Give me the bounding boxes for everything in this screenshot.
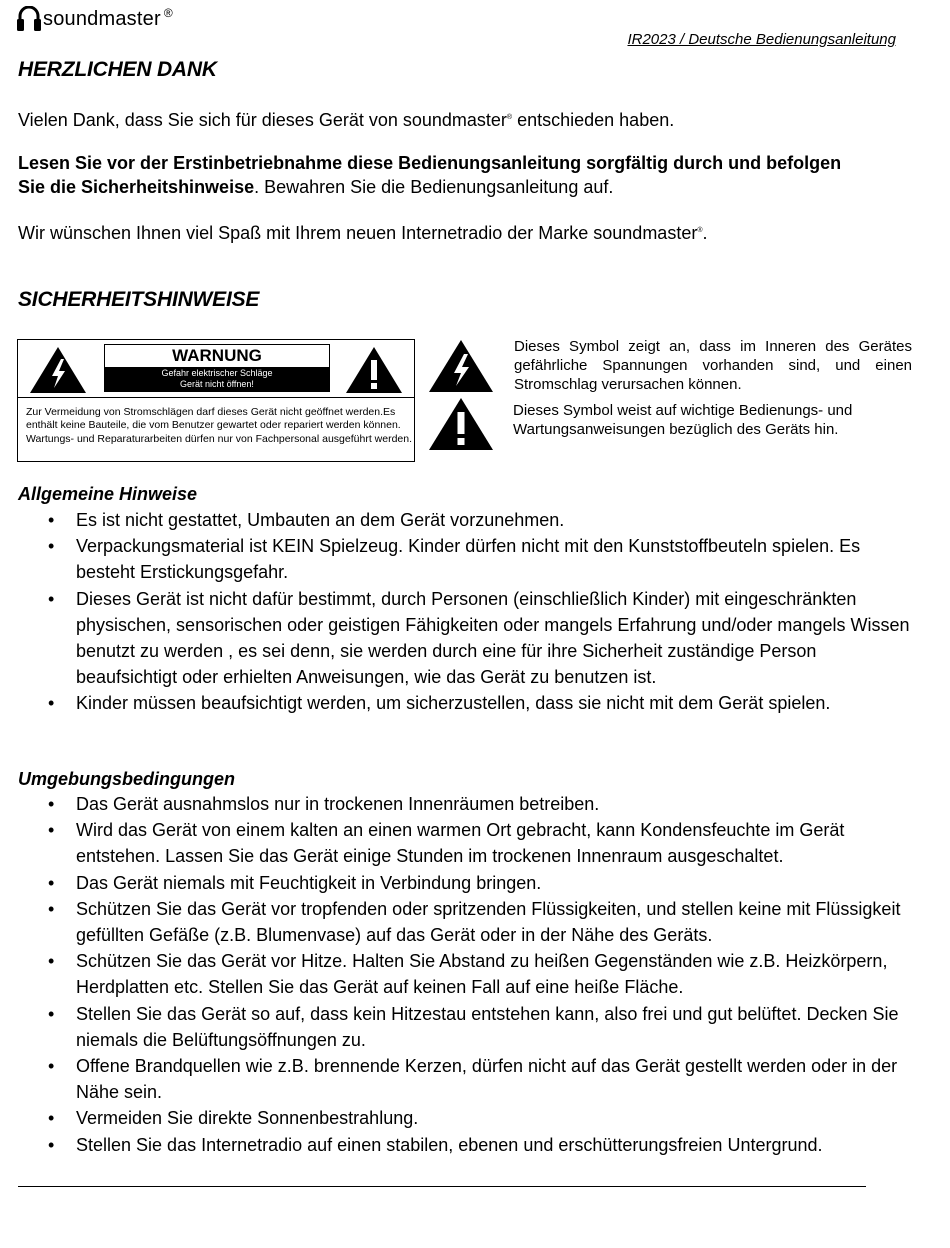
warning-subline-1: Gefahr elektrischer Schläge bbox=[161, 368, 273, 378]
brand-registered-mark: ® bbox=[163, 6, 173, 20]
general-notes-heading: Allgemeine Hinweise bbox=[18, 484, 198, 504]
list-item: • Wird das Gerät von einem kalten an einen warmen Ort gebracht, kann Kondensfeuchte im Gerät entstehen. Lassen Sie das Gerät einige Stunden im trockenen Innenraum ausgeschaltet. bbox=[48, 820, 845, 867]
lightning-symbol-icon bbox=[427, 338, 495, 394]
lightning-warning-icon bbox=[28, 345, 88, 395]
brand-logo bbox=[17, 6, 173, 32]
soundmaster-logo-icon bbox=[17, 6, 41, 32]
thanks-paragraph: Vielen Dank, dass Sie sich für dieses Gerät von soundmaster® entschieden haben. bbox=[18, 110, 675, 130]
list-item: • Das Gerät niemals mit Feuchtigkeit in Verbindung bringen. bbox=[48, 872, 542, 893]
list-item: • Stellen Sie das Internetradio auf einen stabilen, ebenen und erschütterungsfreien Untergrund. bbox=[48, 1134, 823, 1155]
exclamation-symbol-icon bbox=[427, 396, 495, 452]
brand-name: soundmaster bbox=[43, 8, 161, 30]
warning-text: Zur Vermeidung von Stromschlägen darf dieses Gerät nicht geöffnet werden.Es enthält keine Bauteile, die vom Benutzer gewartet oder repariert werden können. Wartungs- und Reparaturarbeiten dürfen nur von Fachpersonal ausgeführt werden. bbox=[26, 406, 413, 445]
list-item: • Das Gerät ausnahmslos nur in trockenen Innenräumen betreiben. bbox=[48, 794, 600, 814]
list-item: • Kinder müssen beaufsichtigt werden, um sicherzustellen, dass sie nicht mit dem Gerät spielen. bbox=[48, 693, 831, 714]
warning-label bbox=[17, 339, 415, 462]
list-item: • Schützen Sie das Gerät vor Hitze. Halten Sie Abstand zu heißen Gegenständen wie z.B. Heizkörpern, Herdplatten etc. Stellen Sie das Gerät auf keinen Fall auf eine heiße Fläche. bbox=[48, 951, 888, 998]
warning-title: WARNUNG bbox=[172, 346, 262, 365]
environment-list bbox=[18, 791, 918, 1158]
list-item: • Verpackungsmaterial ist KEIN Spielzeug. Kinder dürfen nicht mit den Kunststoffbeuteln spielen. Es besteht Erstickungsgefahr. bbox=[48, 536, 861, 583]
thanks-heading: HERZLICHEN DANK bbox=[18, 58, 217, 81]
list-item: • Dieses Gerät ist nicht dafür bestimmt, durch Personen (einschließlich Kinder) mit eingeschränkten physischen, sensorischen oder geistigen Fähigkeiten oder mangels Erfahrung und/oder mangels Wissen benutzt zu werden , es sei denn, sie werden durch eine für ihre Sicherheit zuständige Person beaufsichtigt oder erhielten Anweisungen, wie das Gerät zu benutzen ist. bbox=[48, 588, 910, 688]
footer-divider bbox=[18, 1186, 866, 1187]
warning-subline-2: Gerät nicht öffnen! bbox=[180, 379, 254, 389]
lightning-symbol-description: Dieses Symbol zeigt an, dass im Inneren des Gerätes gefährliche Spannungen vorhanden sind, und einen Stromschlag verursachen können. bbox=[514, 338, 912, 393]
exclamation-warning-icon bbox=[344, 345, 404, 395]
list-item: • Schützen Sie das Gerät vor tropfenden oder spritzenden Flüssigkeiten, und stellen keine mit Flüssigkeit gefüllten Gefäße (z.B. Blumenvase) auf das Gerät oder in der Nähe des Geräts. bbox=[48, 898, 901, 946]
enjoy-paragraph: Wir wünschen Ihnen viel Spaß mit Ihrem neuen Internetradio der Marke soundmaster®. bbox=[18, 223, 708, 243]
list-item: • Offene Brandquellen wie z.B. brennende Kerzen, dürfen nicht auf das Gerät gestellt werden oder in der Nähe sein. bbox=[48, 1056, 898, 1103]
list-item: • Stellen Sie das Gerät so auf, dass kein Hitzestau entstehen kann, also frei und gut belüftet. Decken Sie niemals die Belüftungsöffnungen zu. bbox=[48, 1003, 899, 1050]
general-notes-list bbox=[18, 507, 918, 717]
safety-heading: SICHERHEITSHINWEISE bbox=[18, 288, 260, 311]
read-manual-paragraph: Lesen Sie vor der Erstinbetriebnahme diese Bedienungsanleitung sorgfältig durch und befolgen Sie die Sicherheitshinweise. Bewahren Sie die Bedienungsanleitung auf. bbox=[18, 153, 842, 197]
document-reference: IR2023 / Deutsche Bedienungsanleitung bbox=[627, 31, 896, 48]
exclamation-symbol-description: Dieses Symbol weist auf wichtige Bedienungs- und Wartungsanweisungen bezüglich des Geräts hin. bbox=[513, 402, 853, 438]
list-item: • Es ist nicht gestattet, Umbauten an dem Gerät vorzunehmen. bbox=[48, 510, 565, 530]
list-item: • Vermeiden Sie direkte Sonnenbestrahlung. bbox=[48, 1108, 419, 1129]
environment-heading: Umgebungsbedingungen bbox=[18, 769, 235, 789]
